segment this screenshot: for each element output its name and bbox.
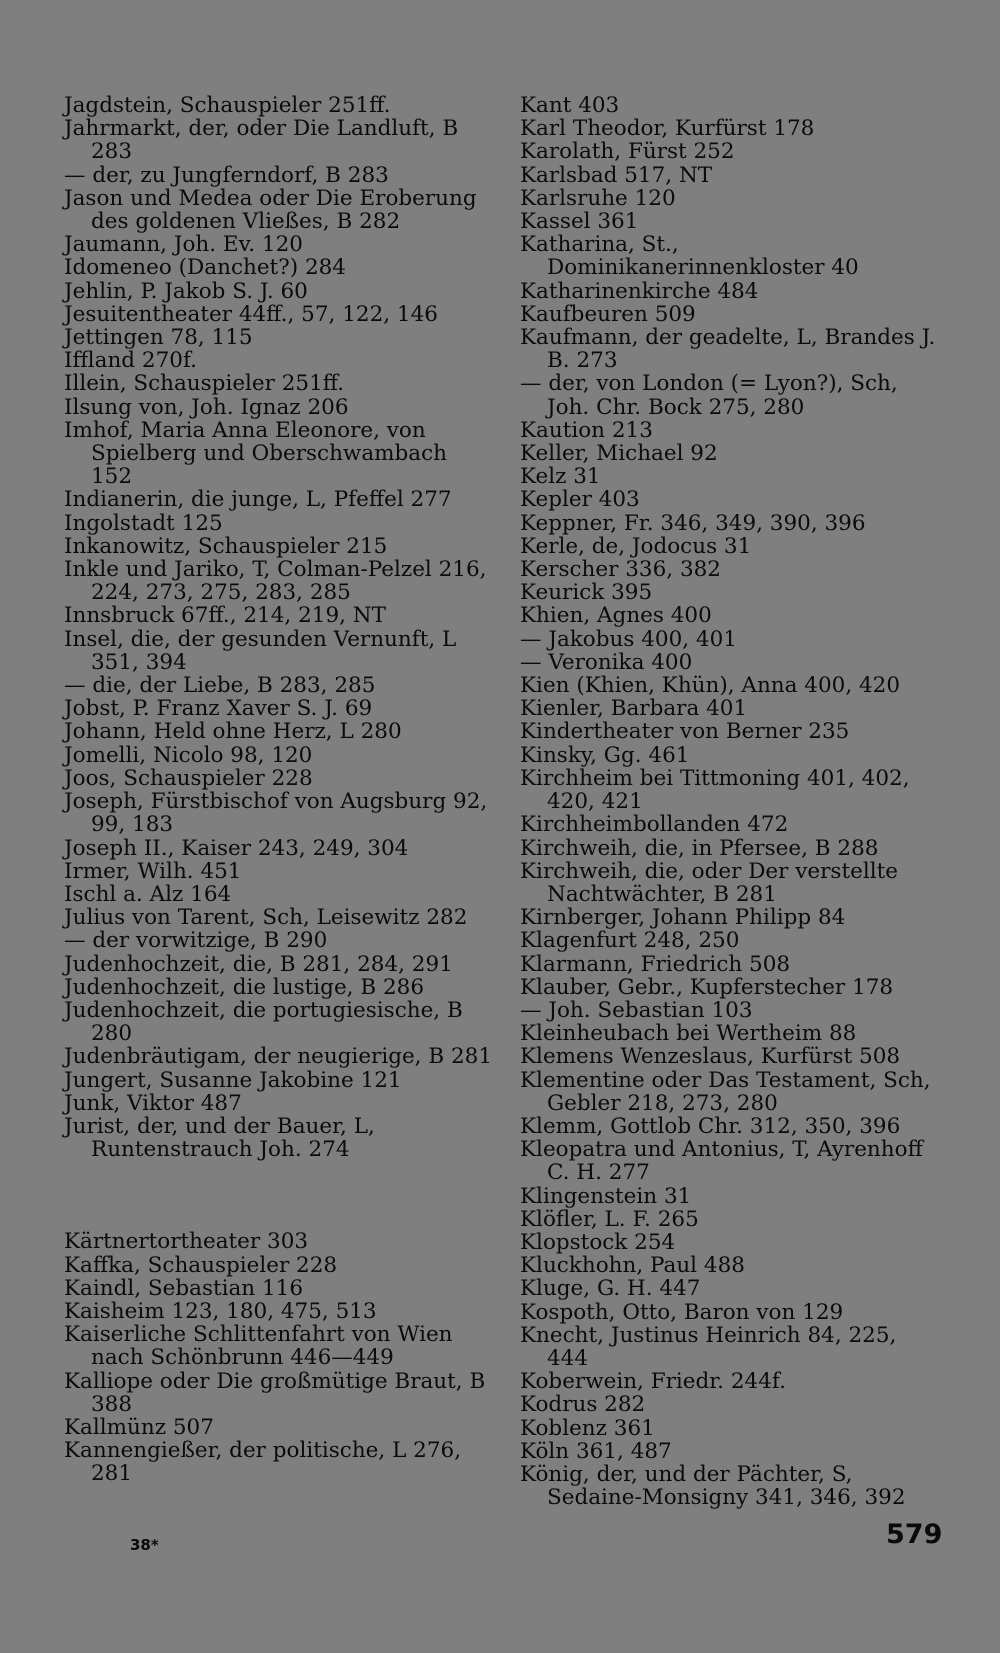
index-entry: — der, zu Jungferndorf, B 283 bbox=[64, 162, 389, 188]
index-entry: Kindertheater von Berner 235 bbox=[520, 719, 850, 745]
index-entry: Kerle, de, Jodocus 31 bbox=[520, 533, 752, 559]
index-entry: Ingolstadt 125 bbox=[64, 510, 223, 536]
index-entry: Innsbruck 67ff., 214, 219, NT bbox=[64, 603, 386, 629]
index-entry: Katharinenkirche 484 bbox=[520, 278, 759, 304]
index-entry: — der vorwitzige, B 290 bbox=[64, 928, 328, 954]
index-column-right bbox=[520, 94, 940, 1509]
index-entry: Knecht, Justinus Heinrich 84, 225, 444 bbox=[520, 1322, 897, 1371]
index-entry: Kaindl, Sebastian 116 bbox=[64, 1275, 304, 1301]
index-entry: Ilsung von, Joh. Ignaz 206 bbox=[64, 394, 349, 420]
index-entry: Kaufmann, der geadelte, L, Brandes J. B. 273 bbox=[520, 325, 936, 374]
index-entry: Klopstock 254 bbox=[520, 1229, 676, 1255]
index-entry: Jurist, der, und der Bauer, L, Runtenstrauch Joh. 274 bbox=[64, 1113, 375, 1163]
index-entry: Indianerin, die junge, L, Pfeffel 277 bbox=[64, 487, 452, 513]
index-entry: Jobst, P. Franz Xaver S. J. 69 bbox=[64, 696, 373, 722]
index-entry: Klemm, Gottlob Chr. 312, 350, 396 bbox=[520, 1113, 901, 1139]
index-entry: Kirchweih, die, in Pfersee, B 288 bbox=[520, 835, 879, 861]
index-entry: Kassel 361 bbox=[520, 209, 639, 235]
index-entry: Jungert, Susanne Jakobine 121 bbox=[64, 1067, 402, 1093]
index-entry: Kant 403 bbox=[520, 93, 620, 118]
index-entry: — Jakobus 400, 401 bbox=[520, 626, 737, 652]
index-entry: Klementine oder Das Testament, Sch, Gebler 218, 273, 280 bbox=[520, 1067, 931, 1116]
index-column-left bbox=[64, 94, 494, 1486]
index-entry: Kodrus 282 bbox=[520, 1392, 646, 1418]
index-entry: Jettingen 78, 115 bbox=[64, 325, 253, 351]
index-entry: Katharina, St., Dominikanerinnenkloster 40 bbox=[520, 232, 859, 281]
index-entry: Klemens Wenzeslaus, Kurfürst 508 bbox=[520, 1044, 901, 1070]
page-number: 579 bbox=[886, 1519, 943, 1550]
index-entry: Kärtnertortheater 303 bbox=[64, 1229, 309, 1255]
index-entry: Iffland 270f. bbox=[64, 348, 197, 374]
index-entry: Karlsruhe 120 bbox=[520, 185, 676, 211]
index-entry: Kirchheimbollanden 472 bbox=[520, 812, 789, 838]
index-entry: Jason und Medea oder Die Eroberung des goldenen Vließes, B 282 bbox=[64, 185, 477, 235]
index-entry: Kleopatra und Antonius, T, Ayrenhoff C. H. 277 bbox=[520, 1137, 923, 1186]
index-entry: Keurick 395 bbox=[520, 580, 653, 606]
index-entry: Kerscher 336, 382 bbox=[520, 557, 721, 583]
index-entry: Kaisheim 123, 180, 475, 513 bbox=[64, 1298, 377, 1324]
index-entry: Kaffka, Schauspieler 228 bbox=[64, 1252, 338, 1278]
index-entry: Ischl a. Alz 164 bbox=[64, 881, 232, 907]
index-entry: Idomeneo (Danchet?) 284 bbox=[64, 255, 346, 281]
index-group-k-continued bbox=[520, 94, 940, 1509]
index-entry: Jesuitentheater 44ff., 57, 122, 146 bbox=[64, 301, 438, 327]
index-entry: Insel, die, der gesunden Vernunft, L 351, 394 bbox=[64, 626, 457, 675]
printer-signature: 38* bbox=[130, 1536, 159, 1554]
index-entry: Joseph II., Kaiser 243, 249, 304 bbox=[64, 835, 409, 861]
index-entry: Imhof, Maria Anna Eleonore, von Spielberg und Oberschwambach 152 bbox=[64, 417, 448, 490]
index-entry: Julius von Tarent, Sch, Leisewitz 282 bbox=[64, 905, 468, 931]
index-entry: Keppner, Fr. 346, 349, 390, 396 bbox=[520, 510, 866, 536]
index-entry: — die, der Liebe, B 283, 285 bbox=[64, 673, 376, 699]
index-entry: Keller, Michael 92 bbox=[520, 441, 718, 467]
index-entry: Jehlin, P. Jakob S. J. 60 bbox=[64, 278, 308, 304]
index-entry: Kallmünz 507 bbox=[64, 1414, 214, 1440]
index-entry: — Veronika 400 bbox=[520, 649, 693, 675]
index-entry: Jahrmarkt, der, oder Die Landluft, B 283 bbox=[64, 116, 459, 165]
index-entry: Kelz 31 bbox=[520, 464, 601, 490]
index-entry: Kienler, Barbara 401 bbox=[520, 696, 748, 722]
index-entry: Kluge, G. H. 447 bbox=[520, 1276, 701, 1302]
index-entry: Johann, Held ohne Herz, L 280 bbox=[64, 719, 402, 745]
index-entry: — der, von London (= Lyon?), Sch, Joh. Chr. Bock 275, 280 bbox=[520, 371, 898, 420]
index-entry: Karl Theodor, Kurfürst 178 bbox=[520, 116, 815, 142]
index-entry: Joseph, Fürstbischof von Augsburg 92, 99, 183 bbox=[64, 789, 488, 838]
index-entry: Klöfler, L. F. 265 bbox=[520, 1206, 699, 1232]
index-entry: Judenhochzeit, die lustige, B 286 bbox=[64, 974, 425, 1000]
index-entry: Kirnberger, Johann Philipp 84 bbox=[520, 905, 846, 931]
index-entry: Kaution 213 bbox=[520, 417, 653, 443]
index-group-j bbox=[64, 94, 494, 1161]
index-entry: Judenhochzeit, die portugiesische, B 280 bbox=[64, 997, 463, 1047]
index-entry: Klagenfurt 248, 250 bbox=[520, 928, 740, 954]
index-entry: König, der, und der Pächter, S, Sedaine-Monsigny 341, 346, 392 bbox=[520, 1461, 906, 1511]
index-entry: Illein, Schauspieler 251ff. bbox=[64, 371, 345, 397]
index-entry: Kirchweih, die, oder Der verstellte Nachtwächter, B 281 bbox=[520, 858, 898, 907]
index-entry: Khien, Agnes 400 bbox=[520, 603, 712, 629]
index-entry: Kepler 403 bbox=[520, 487, 640, 513]
index-entry: Irmer, Wilh. 451 bbox=[64, 858, 242, 884]
index-entry: Kaiserliche Schlittenfahrt von Wien nach Schönbrunn 446—449 bbox=[64, 1322, 453, 1371]
index-entry: Klauber, Gebr., Kupferstecher 178 bbox=[520, 974, 894, 1000]
index-entry: Judenhochzeit, die, B 281, 284, 291 bbox=[64, 951, 453, 977]
index-entry: Jomelli, Nicolo 98, 120 bbox=[64, 742, 313, 768]
index-entry: Kospoth, Otto, Baron von 129 bbox=[520, 1299, 844, 1325]
index-entry: Jaumann, Joh. Ev. 120 bbox=[64, 232, 303, 258]
index-entry: Koblenz 361 bbox=[520, 1415, 655, 1441]
index-entry: Inkanowitz, Schauspieler 215 bbox=[64, 533, 388, 559]
index-entry: Köln 361, 487 bbox=[520, 1438, 672, 1464]
index-entry: Inkle und Jariko, T, Colman-Pelzel 216, 224, 273, 275, 283, 285 bbox=[64, 557, 487, 606]
index-entry: Kleinheubach bei Wertheim 88 bbox=[520, 1021, 857, 1047]
index-entry: Kluckhohn, Paul 488 bbox=[520, 1253, 745, 1279]
index-entry: Karlsbad 517, NT bbox=[520, 162, 713, 188]
index-entry: Junk, Viktor 487 bbox=[64, 1090, 242, 1116]
index-entry: Kalliope oder Die großmütige Braut, B 388 bbox=[64, 1368, 486, 1417]
section-gap bbox=[64, 1161, 494, 1230]
index-entry: Karolath, Fürst 252 bbox=[520, 139, 735, 165]
index-entry: Kaufbeuren 509 bbox=[520, 301, 696, 327]
index-entry: — Joh. Sebastian 103 bbox=[520, 997, 753, 1023]
index-entry: Kinsky, Gg. 461 bbox=[520, 742, 690, 768]
index-entry: Klingenstein 31 bbox=[520, 1183, 692, 1209]
index-entry: Jagdstein, Schauspieler 251ff. bbox=[64, 93, 391, 118]
index-entry: Kien (Khien, Khün), Anna 400, 420 bbox=[520, 673, 901, 699]
index-entry: Kirchheim bei Tittmoning 401, 402, 420, 421 bbox=[520, 765, 910, 815]
index-entry: Klarmann, Friedrich 508 bbox=[520, 951, 791, 977]
index-entry: Kannengießer, der politische, L 276, 281 bbox=[64, 1438, 462, 1487]
index-entry: Judenbräutigam, der neugierige, B 281 bbox=[64, 1044, 493, 1070]
index-group-k bbox=[64, 1230, 494, 1485]
index-entry: Koberwein, Friedr. 244f. bbox=[520, 1369, 786, 1395]
index-entry: Joos, Schauspieler 228 bbox=[64, 765, 313, 791]
